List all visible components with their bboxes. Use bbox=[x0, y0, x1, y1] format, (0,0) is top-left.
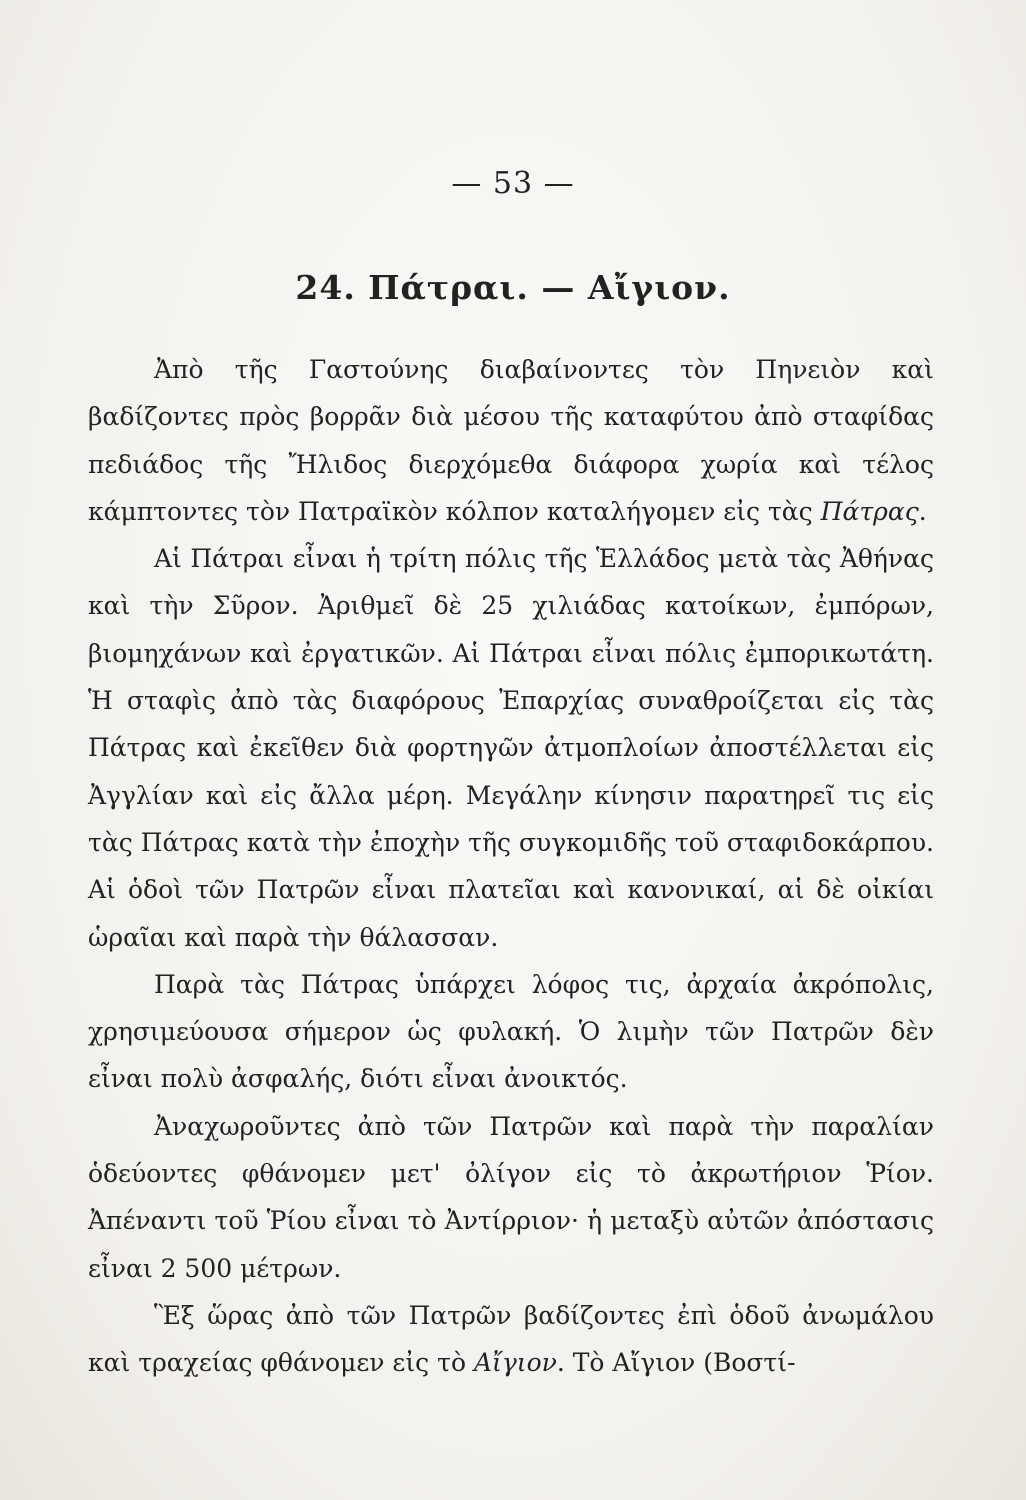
paragraph-text: Αἱ Πάτραι εἶναι ἡ τρίτη πόλις τῆς Ἑλλάδος μετὰ τὰς Ἀθήνας καὶ τὴν Σῦρον. Ἀριθμεῖ δὲ 25 χιλιάδας κατοίκων, ἐμπόρων, βιομηχάνων καὶ ἐργατικῶν. Αἱ Πάτραι εἶναι πόλις ἐμπορικωτάτη. Ἡ σταφὶς ἀπὸ τὰς διαφόρους Ἐπαρχίας συναθροίζεται εἰς τὰς Πάτρας καὶ ἐκεῖθεν διὰ φορτηγῶν ἀτμοπλοίων ἀποστέλλεται εἰς Ἀγγλίαν καὶ εἰς ἄλλα μέρη. Μεγάλην κίνησιν παρατηρεῖ τις εἰς τὰς Πάτρας κατὰ τὴν ἐποχὴν τῆς συγκομιδῆς τοῦ σταφιδοκάρπου. Αἱ ὁδοὶ τῶν Πατρῶν εἶναι πλατεῖαι καὶ κανονικαί, αἱ δὲ οἰκίαι ὡραῖαι καὶ παρὰ τὴν θάλασσαν. bbox=[88, 544, 934, 952]
paragraph-text-end: . bbox=[918, 496, 927, 526]
paragraph bbox=[88, 346, 934, 535]
italic-place-name: Πάτρας bbox=[820, 496, 919, 526]
paragraph bbox=[88, 535, 934, 961]
page-number: — 53 — bbox=[451, 166, 575, 201]
body-text bbox=[88, 346, 934, 1387]
italic-place-name: Αἴγιον bbox=[473, 1348, 557, 1378]
paragraph bbox=[88, 961, 934, 1103]
paragraph-text-end: . Τὸ Αἴγιον (Βοστί- bbox=[556, 1348, 796, 1378]
section-heading: 24. Πάτραι. — Αἴγιον. bbox=[295, 268, 731, 307]
paragraph-text: Παρὰ τὰς Πάτρας ὑπάρχει λόφος τις, ἀρχαία ἀκρόπολις, χρησιμεύουσα σήμερον ὡς φυλακή. Ὁ λιμὴν τῶν Πατρῶν δὲν εἶναι πολὺ ἀσφαλής, διότι εἶναι ἀνοικτός. bbox=[88, 969, 934, 1094]
paragraph-text: Ἀναχωροῦντες ἀπὸ τῶν Πατρῶν καὶ παρὰ τὴν παραλίαν ὁδεύοντες φθάνομεν μετ' ὀλίγον εἰς τὸ ἀκρωτήριον Ῥίον. Ἀπέναντι τοῦ Ῥίου εἶναι τὸ Ἀντίρριον· ἡ μεταξὺ αὐτῶν ἀπόστασις εἶναι 2 500 μέτρων. bbox=[88, 1111, 934, 1283]
paragraph-text: Ἓξ ὥρας ἀπὸ τῶν Πατρῶν βαδίζοντες ἐπὶ ὁδοῦ ἀνωμάλου καὶ τραχείας φθάνομεν εἰς τὸ bbox=[88, 1300, 934, 1378]
paragraph bbox=[88, 1103, 934, 1292]
paragraph bbox=[88, 1292, 934, 1387]
paragraph-text: Ἀπὸ τῆς Γαστούνης διαβαίνοντες τὸν Πηνειὸν καὶ βαδίζοντες πρὸς βορρᾶν διὰ μέσου τῆς καταφύτου ἀπὸ σταφίδας πεδιάδος τῆς Ἤλιδος διερχόμεθα διάφορα χωρία καὶ τέλος κάμπτοντες τὸν Πατραϊκὸν κόλπον καταλήγομεν εἰς τὰς bbox=[88, 355, 934, 526]
